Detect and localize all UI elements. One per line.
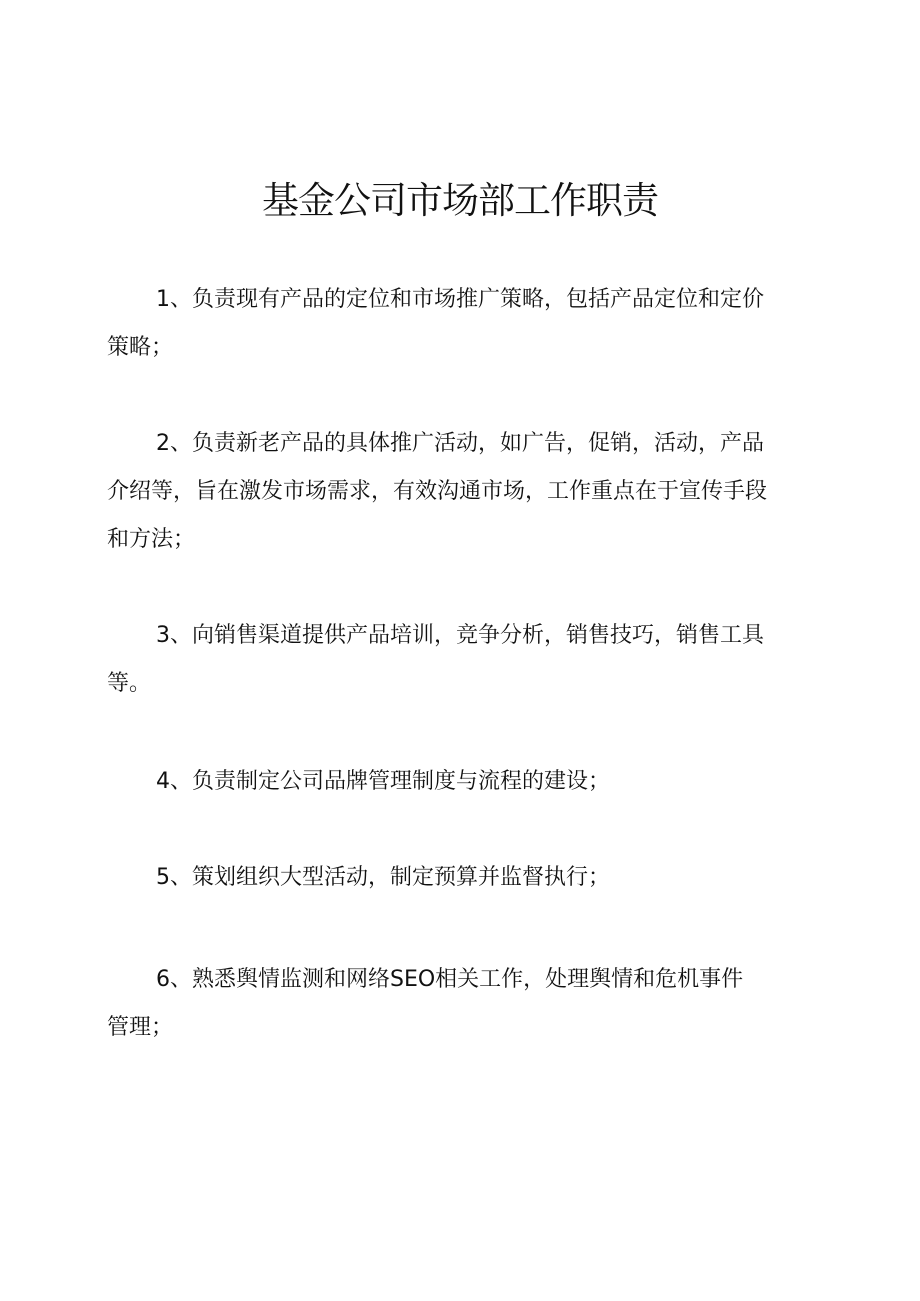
duty-item-5-line-1: 5、策划组织大型活动，制定预算并监督执行；	[156, 865, 610, 890]
document-title: 基金公司市场部工作职责	[262, 179, 658, 222]
duty-item-1-line-2: 策略；	[107, 335, 174, 360]
duty-item-3-line-2: 等。	[107, 671, 152, 696]
duty-item-4	[107, 758, 610, 806]
duty-item-1-line-1: 1、负责现有产品的定位和市场推广策略，包括产品定位和定价	[156, 287, 764, 312]
duty-item-6-line-1: 6、熟悉舆情监测和网络SEO相关工作，处理舆情和危机事件	[156, 967, 744, 992]
duty-item-1	[107, 276, 764, 372]
duty-item-6	[107, 956, 743, 1052]
duty-item-2	[107, 420, 767, 564]
duty-item-2-line-3: 和方法；	[107, 527, 196, 552]
duty-item-2-line-2: 介绍等，旨在激发市场需求，有效沟通市场，工作重点在于宣传手段	[107, 479, 768, 504]
duty-item-4-line-1: 4、负责制定公司品牌管理制度与流程的建设；	[156, 769, 610, 794]
duty-item-5	[107, 854, 610, 902]
duty-item-3	[107, 612, 764, 708]
duty-item-6-line-2: 管理；	[107, 1015, 174, 1040]
duty-item-2-line-1: 2、负责新老产品的具体推广活动，如广告，促销，活动，产品	[156, 431, 764, 456]
duty-item-3-line-1: 3、向销售渠道提供产品培训，竞争分析，销售技巧，销售工具	[156, 623, 764, 648]
